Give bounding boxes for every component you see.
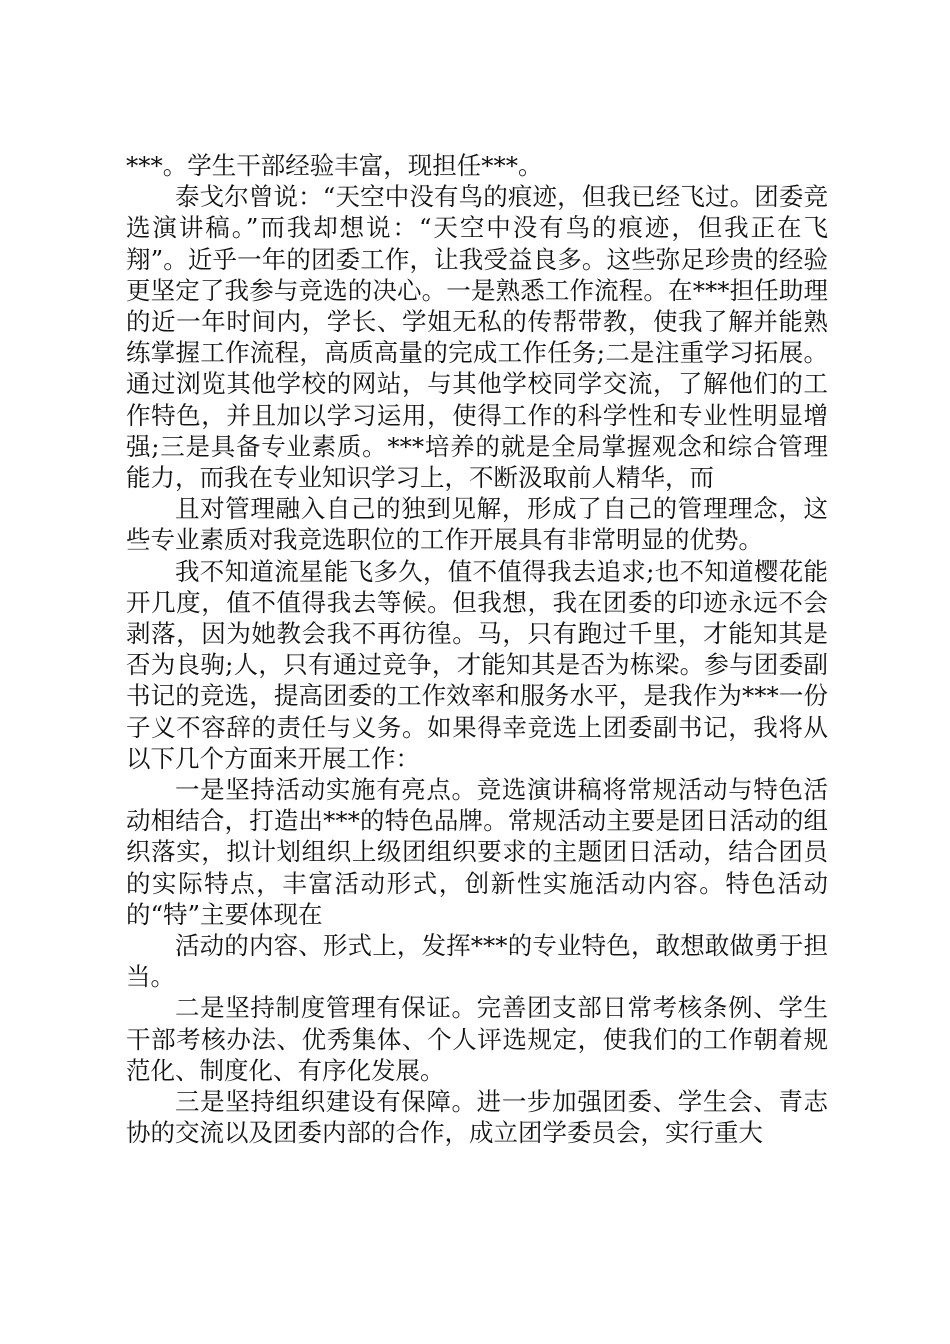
- paragraph: ***。学生干部经验丰富，现担任***。: [126, 151, 543, 180]
- document-body: [126, 150, 828, 1149]
- paragraph: 活动的内容、形式上，发挥***的专业特色，敢想敢做勇于担当。: [126, 931, 828, 992]
- paragraph: 泰戈尔曾说：“天空中没有鸟的痕迹，但我已经飞过。团委竞选演讲稿。”而我却想说：“天空中没有鸟的痕迹，但我正在飞翔”。近乎一年的团委工作，让我受益良多。这些弥足珍贵的经验更坚定了我参与竞选的决心。一是熟悉工作流程。在***担任助理的近一年时间内，学长、学姐无私的传帮带教，使我了解并能熟练掌握工作流程，高质高量的完成工作任务;二是注重学习拓展。通过浏览其他学校的网站，与其他学校同学交流，了解他们的工作特色，并且加以学习运用，使得工作的科学性和专业性明显增强;三是具备专业素质。***培养的就是全局掌握观念和综合管理能力，而我在专业知识学习上，不断汲取前人精华，而: [126, 182, 828, 493]
- paragraph: 且对管理融入自己的独到见解，形成了自己的管理理念，这些专业素质对我竞选职位的工作开展具有非常明显的优势。: [126, 494, 828, 555]
- paragraph: 二是坚持制度管理有保证。完善团支部日常考核条例、学生干部考核办法、优秀集体、个人评选规定，使我们的工作朝着规范化、制度化、有序化发展。: [126, 993, 828, 1085]
- paragraph: 我不知道流星能飞多久，值不值得我去追求;也不知道樱花能开几度，值不值得我去等候。但我想，我在团委的印迹永远不会剥落，因为她教会我不再彷徨。马，只有跑过千里，才能知其是否为良驹;人，只有通过竞争，才能知其是否为栋梁。参与团委副书记的竞选，提高团委的工作效率和服务水平，是我作为***一份子义不容辞的责任与义务。如果得幸竞选上团委副书记，我将从以下几个方面来开展工作：: [126, 556, 828, 773]
- paragraph: 一是坚持活动实施有亮点。竞选演讲稿将常规活动与特色活动相结合，打造出***的特色品牌。常规活动主要是团日活动的组织落实，拟计划组织上级团组织要求的主题团日活动，结合团员的实际特点，丰富活动形式，创新性实施活动内容。特色活动的“特”主要体现在: [126, 775, 828, 929]
- paragraph: 三是坚持组织建设有保障。进一步加强团委、学生会、青志协的交流以及团委内部的合作，成立团学委员会，实行重大: [126, 1087, 828, 1148]
